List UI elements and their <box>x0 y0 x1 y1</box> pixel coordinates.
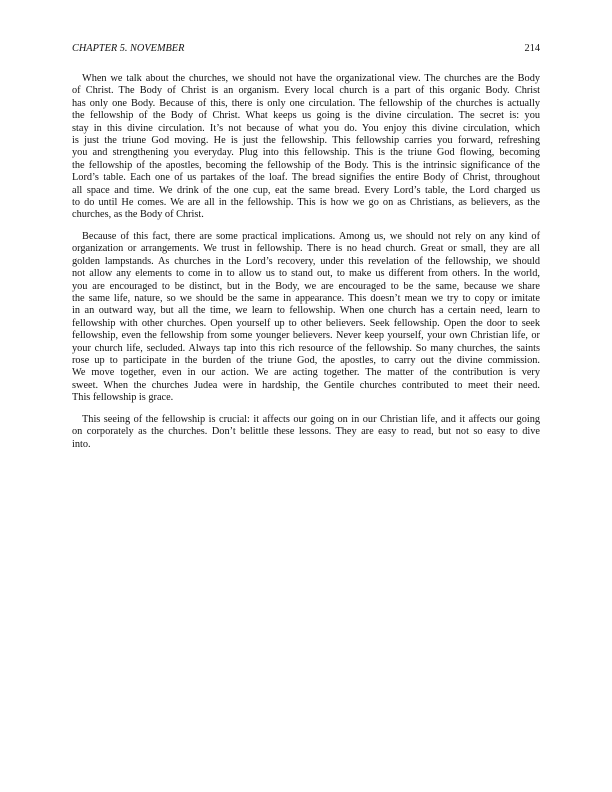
text-line: you and strengthening you everyday. Plug into this fellowship. This is the triune God flowing, becoming <box>72 147 540 159</box>
text-line: on corporately as the churches. Don’t belittle these lessons. They are easy to read, but not so easy to dive <box>72 426 540 438</box>
running-title: CHAPTER 5. NOVEMBER <box>72 43 185 54</box>
text-line: organization or arrangements. We trust in fellowship. There is no head church. Great or small, they are all <box>72 243 540 255</box>
text-line: all space and time. We drink of the one cup, eat the same bread. Every Lord’s table, the Lord charged us <box>72 184 540 196</box>
text-line: We move together, even in our action. We are acting together. The matter of the contribution is very <box>72 367 540 379</box>
text-line: the fellowship of the Body of Christ. What keeps us going is the divine circulation. The secret is: you <box>72 110 540 122</box>
text-line: sweet. When the churches Judea were in hardship, the Gentile churches contributed to meet their need. <box>72 379 540 391</box>
text-line: Lord’s table. Each one of us partakes of the loaf. The bread signifies the entire Body of Christ, throughout <box>72 172 540 184</box>
text-line: This seeing of the fellowship is crucial: it affects our going on in our Christian life, and it affects our going <box>82 414 540 425</box>
text-line: This fellowship is grace. <box>72 392 174 404</box>
text-line: When we talk about the churches, we should not have the organizational view. The churches are the Body <box>82 73 540 84</box>
text-line: has only one Body. Because of this, there is only one circulation. The fellowship of the churches is actually <box>72 97 540 109</box>
text-line: fellowship, even the fellowship from some younger believers. Never keep yourself, your own Christian life, or <box>72 330 540 342</box>
text-line: the same life, nature, so we should be the same in appearance. This doesn’t mean we try to copy or imitate <box>72 292 540 304</box>
text-line: to do until He comes. We are all in the fellowship. This is how we go on as Christians, as believers, as the <box>72 196 540 208</box>
page-number: 214 <box>524 43 540 54</box>
text-line: Because of this fact, there are some practical implications. Among us, we should not rely on any kind of <box>82 231 540 242</box>
paragraph-1 <box>72 73 540 222</box>
text-line: the fellowship of the apostles, becoming the fellowship of the Body. This is the intrinsic significance of the <box>72 159 540 171</box>
paragraph-2 <box>72 231 540 404</box>
paragraph-3 <box>72 414 540 451</box>
text-line: you are encouraged to be distinct, but in the Body, we are encouraged to be the same, because we share <box>72 280 540 292</box>
text-line: of Christ. The Body of Christ is an organism. Every local church is a part of this organic Body. Christ <box>72 85 540 97</box>
text-line: stay in this divine circulation. It’s not because of what you do. You enjoy this divine circulation, which <box>72 122 540 134</box>
running-header <box>72 43 540 57</box>
text-line: your church life, secluded. Always tap into this rich resource of the fellowship. So many churches, the saints <box>72 342 540 354</box>
text-line: churches, as the Body of Christ. <box>72 209 204 221</box>
text-line: is just the triune God moving. He is just the fellowship. This fellowship carries you forward, refreshing <box>72 134 540 146</box>
text-line: in an outward way, but all the time, we learn to fellowship. When one church has a certain need, learn to <box>72 305 540 317</box>
text-line: rose up to participate in the burden of the triune God, the apostles, to carry out the divine commission. <box>72 354 540 366</box>
text-line: golden lampstands. As churches in the Lord’s recovery, under this revelation of the fellowship, we should <box>72 255 540 267</box>
text-line: not allow any elements to come in to allow us to stand out, to make us different from others. In the world, <box>72 268 540 280</box>
text-line: fellowship with other churches. Open yourself up to other believers. Seek fellowship. Open the door to seek <box>72 317 540 329</box>
text-line: into. <box>72 438 91 450</box>
